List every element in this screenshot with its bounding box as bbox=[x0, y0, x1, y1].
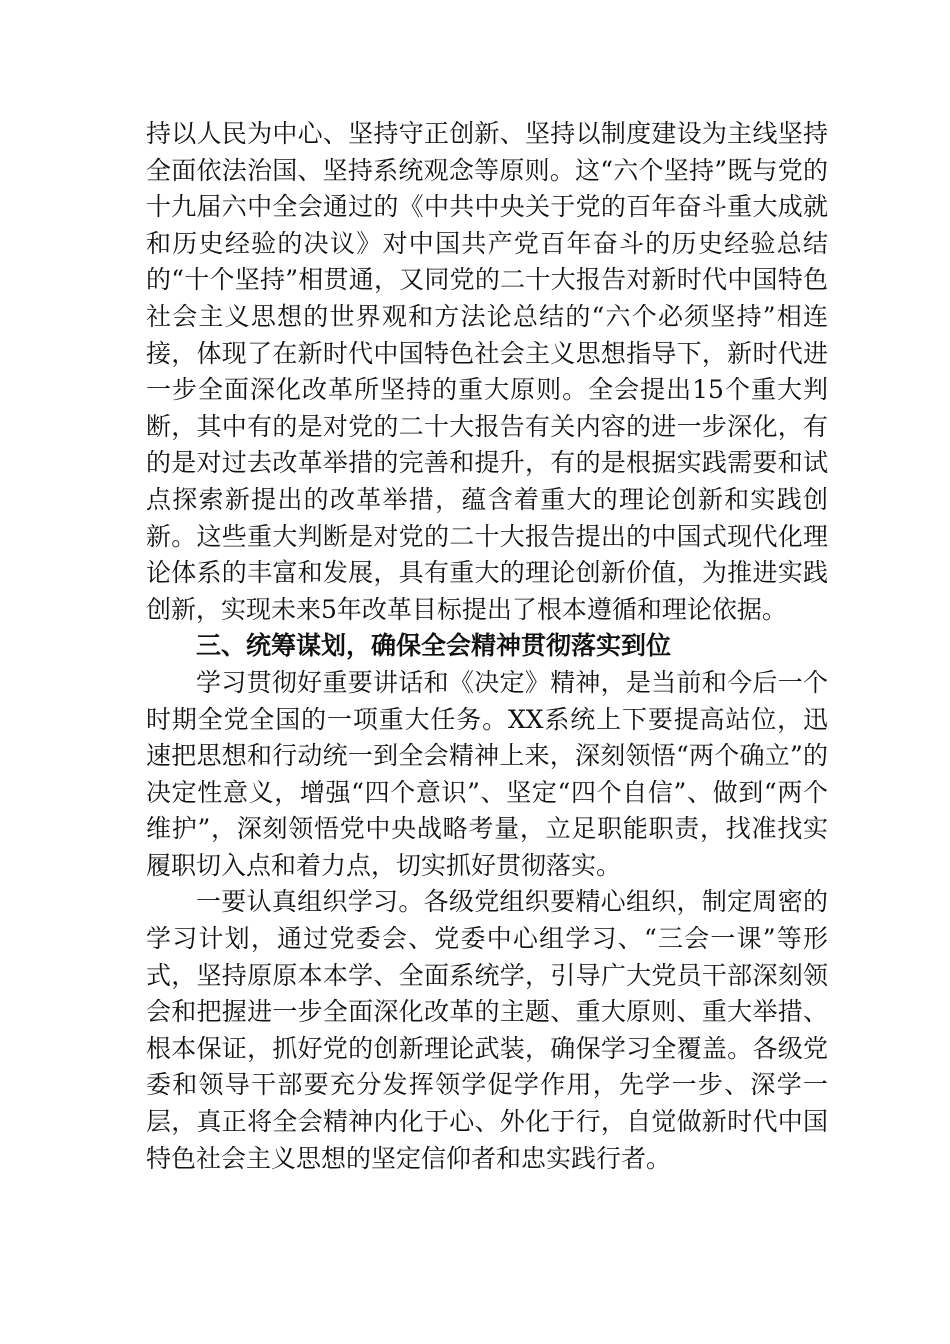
body-paragraph-2: 学习贯彻好重要讲话和《决定》精神，是当前和今后一个时期全党全国的一项重大任务。XX系统上下要提高站位，迅速把思想和行动统一到全会精神上来，深刻领悟“两个确立”的决定性意义，增强“四个意识”、坚定“四个自信”、做到“两个维护”，深刻领悟党中央战略考量，立足职能职责，找准找实履职切入点和着力点，切实抓好贯彻落实。 bbox=[146, 667, 828, 880]
body-paragraph-1: 持以人民为中心、坚持守正创新、坚持以制度建设为主线坚持全面依法治国、坚持系统观念等原则。这“六个坚持”既与党的十九届六中全会通过的《中共中央关于党的百年奋斗重大成就和历史经验的决议》对中国共产党百年奋斗的历史经验总结的“十个坚持”相贯通，又同党的二十大报告对新时代中国特色社会主义思想的世界观和方法论总结的“六个必须坚持”相连接，体现了在新时代中国特色社会主义思想指导下，新时代进一步全面深化改革所坚持的重大原则。全会提出15个重大判断，其中有的是对党的二十大报告有关内容的进一步深化，有的是对过去改革举措的完善和提升，有的是根据实践需要和试点探索新提出的改革举措，蕴含着重大的理论创新和实践创新。这些重大判断是对党的二十大报告提出的中国式现代化理论体系的丰富和发展，具有重大的理论创新价值，为推进实践创新，实现未来5年改革目标提出了根本遵循和理论依据。 bbox=[146, 119, 828, 624]
document-body bbox=[146, 116, 828, 1177]
body-paragraph-3: 一要认真组织学习。各级党组织要精心组织，制定周密的学习计划，通过党委会、党委中心组学习、“三会一课”等形式，坚持原原本本学、全面系统学，引导广大党员干部深刻领会和把握进一步全面深化改革的主题、重大原则、重大举措、根本保证，抓好党的创新理论武装，确保学习全覆盖。各级党委和领导干部要充分发挥领学促学作用，先学一步、深学一层，真正将全会精神内化于心、外化于行，自觉做新时代中国特色社会主义思想的坚定信仰者和忠实践行者。 bbox=[146, 887, 828, 1173]
section-heading-3: 三、统筹谋划，确保全会精神贯彻落实到位 bbox=[196, 631, 672, 661]
